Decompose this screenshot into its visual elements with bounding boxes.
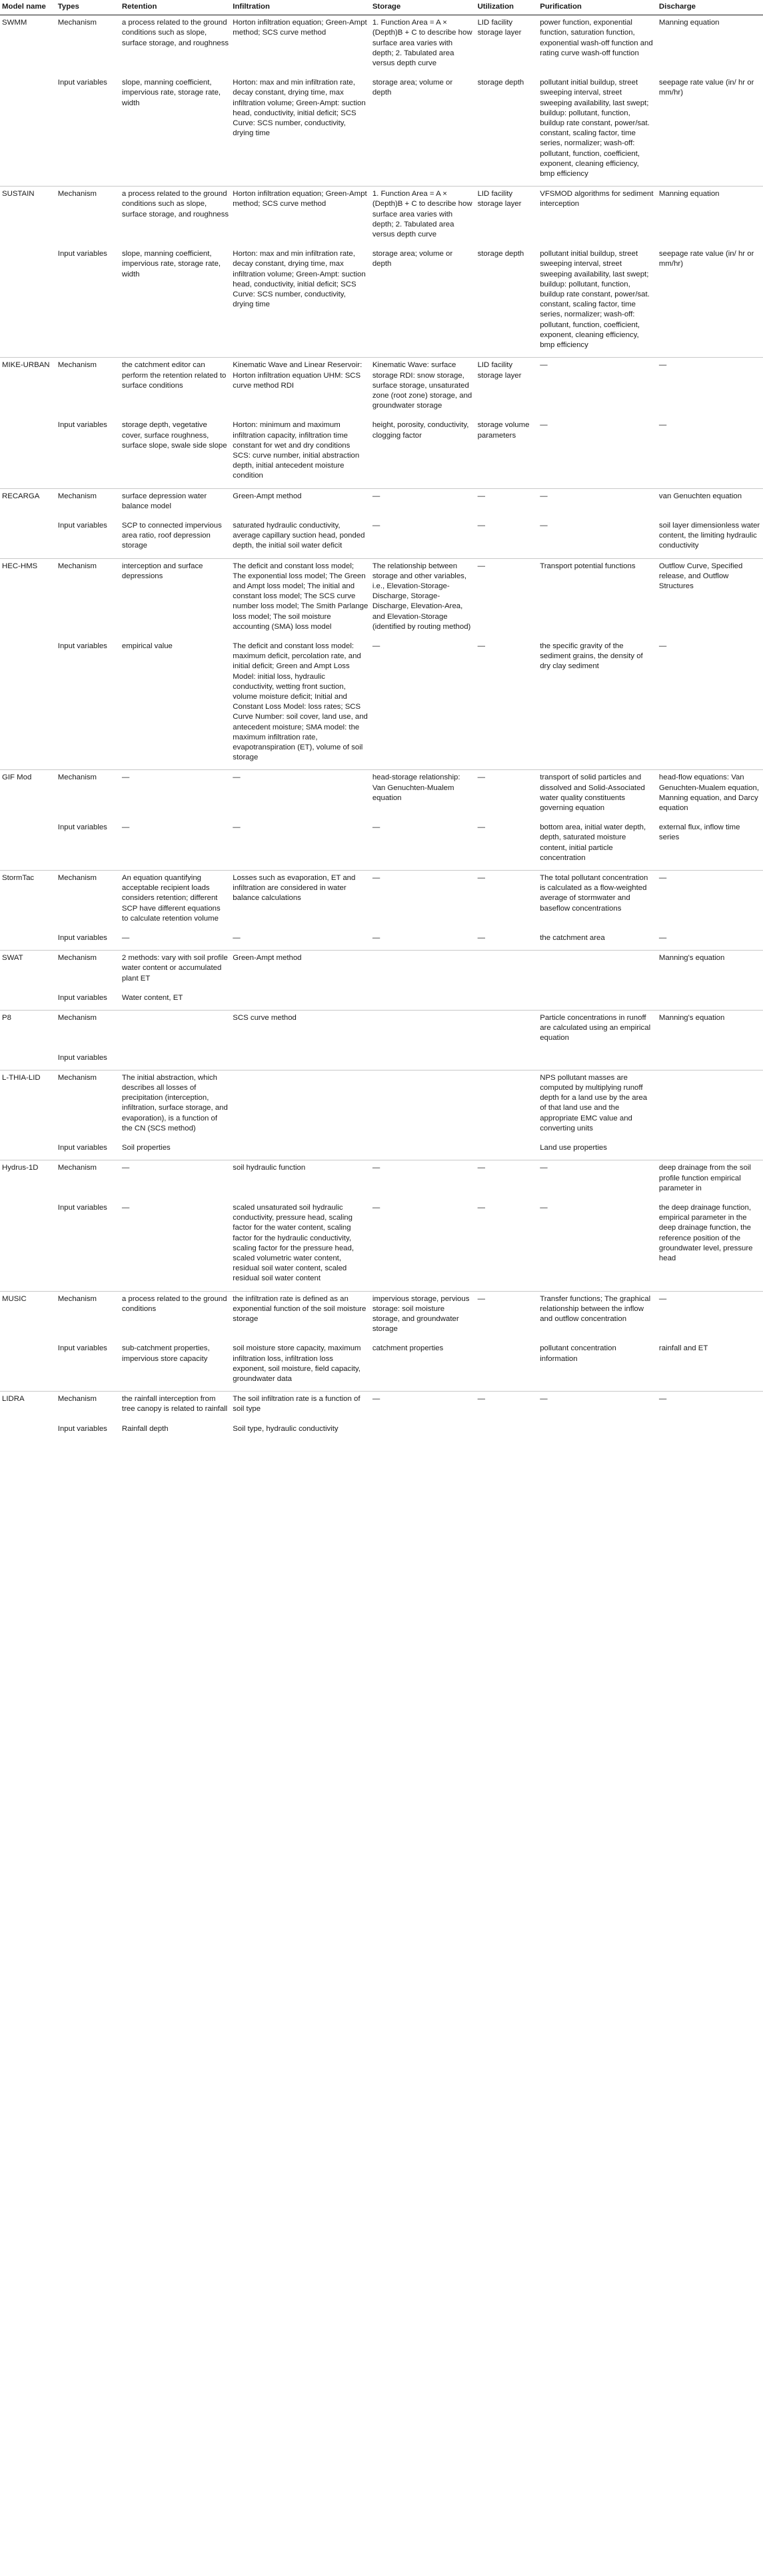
column-header: Types bbox=[56, 0, 120, 15]
cell-retention: 2 methods: vary with soil profile water content or accumulated plant ET bbox=[120, 951, 231, 991]
cell-model bbox=[0, 991, 56, 1011]
cell-infiltration: Soil type, hydraulic conductivity bbox=[233, 1424, 339, 1433]
table-row bbox=[0, 187, 763, 247]
cell-type: Input variables bbox=[57, 993, 107, 1002]
cell-model bbox=[0, 418, 56, 488]
column-header: Infiltration bbox=[231, 0, 371, 15]
table-row bbox=[0, 418, 763, 488]
cell-discharge: seepage rate value (in/ hr or mm/hr) bbox=[658, 250, 754, 268]
cell-infiltration: The deficit and constant loss model: maximum deficit, percolation rate, and initial deficit; Green and Ampt Loss Model: initial loss, hydraulic conductivity, wetting front suction, volume moisture deficit; Initial and Constant Loss Model: loss rates; SCS Curve Number: soil cover, land use, and antecedent moisture; SMA model: the maximum infiltration rate, evapotranspiration (ET), volume of soil storage bbox=[233, 642, 368, 762]
column-header: Storage bbox=[371, 0, 476, 15]
cell-infiltration: scaled unsaturated soil hydraulic conductivity, pressure head, scaling factor for the water content, scaling factor for the hydraulic conductivity, scaling factor for the pressure head, scaled volumetric water content, residual soil water content, scaled residual soil water content bbox=[233, 1203, 355, 1283]
cell-storage bbox=[371, 1051, 476, 1071]
table-row bbox=[0, 246, 763, 358]
cell-discharge: Manning's equation bbox=[657, 951, 763, 991]
cell-discharge bbox=[657, 991, 763, 1011]
cell-storage: 1. Function Area = A × (Depth)B + C to describe how surface area varies with depth; 2. Tabulated area versus depth curve bbox=[372, 19, 472, 68]
cell-discharge: seepage rate value (in/ hr or mm/hr) bbox=[658, 79, 754, 97]
cell-retention: the catchment editor can perform the retention related to surface conditions bbox=[120, 358, 231, 418]
cell-model bbox=[0, 1051, 56, 1071]
cell-retention: — bbox=[120, 1160, 231, 1200]
cell-type: Input variables bbox=[57, 1053, 107, 1062]
cell-storage bbox=[371, 1140, 476, 1160]
cell-purification: power function, exponential function, saturation function, exponential wash-off function and rating curve wash-off function bbox=[540, 19, 653, 57]
cell-type: Input variables bbox=[57, 1344, 107, 1353]
cell-purification: — bbox=[538, 1392, 657, 1422]
cell-discharge: — bbox=[658, 642, 667, 650]
cell-infiltration: saturated hydraulic conductivity, average capillary suction head, ponded depth, the initial soil water deficit bbox=[233, 521, 365, 550]
cell-storage: — bbox=[371, 488, 476, 518]
cell-utilization bbox=[476, 991, 538, 1011]
cell-type: Mechanism bbox=[56, 1291, 120, 1341]
table-row bbox=[0, 1140, 763, 1160]
cell-retention: — bbox=[121, 1203, 130, 1212]
cell-purification: the catchment area bbox=[540, 934, 605, 943]
cell-storage: — bbox=[372, 521, 381, 530]
cell-utilization: — bbox=[476, 871, 538, 931]
cell-type: Input variables bbox=[57, 1144, 107, 1152]
column-header: Utilization bbox=[476, 0, 538, 15]
cell-type: Input variables bbox=[57, 250, 107, 258]
table-row bbox=[0, 15, 763, 76]
table-row bbox=[0, 558, 763, 639]
cell-discharge: Outflow Curve, Specified release, and Outflow Structures bbox=[657, 558, 763, 639]
cell-retention: Soil properties bbox=[121, 1144, 171, 1152]
cell-storage: — bbox=[372, 934, 381, 943]
cell-utilization: storage depth bbox=[477, 250, 524, 258]
cell-purification: VFSMOD algorithms for sediment interception bbox=[538, 187, 657, 247]
table-row bbox=[0, 991, 763, 1011]
table-row bbox=[0, 1011, 763, 1051]
cell-retention: Rainfall depth bbox=[121, 1424, 169, 1433]
cell-purification: Particle concentrations in runoff are calculated using an empirical equation bbox=[538, 1011, 657, 1051]
cell-utilization: — bbox=[476, 558, 538, 639]
cell-infiltration bbox=[231, 1070, 371, 1140]
cell-type: Mechanism bbox=[56, 1070, 120, 1140]
cell-storage: storage area; volume or depth bbox=[372, 250, 453, 268]
cell-model: L-THIA-LID bbox=[0, 1070, 56, 1140]
cell-storage: — bbox=[372, 823, 381, 832]
cell-retention: Water content, ET bbox=[121, 993, 183, 1002]
cell-purification: Land use properties bbox=[540, 1144, 607, 1152]
cell-model bbox=[0, 246, 56, 358]
cell-utilization bbox=[476, 1070, 538, 1140]
table-row bbox=[0, 770, 763, 820]
cell-model: LIDRA bbox=[0, 1392, 56, 1422]
table-row bbox=[0, 1160, 763, 1200]
cell-utilization bbox=[476, 1341, 538, 1391]
column-header: Purification bbox=[538, 0, 657, 15]
cell-model: GIF Mod bbox=[0, 770, 56, 820]
cell-storage: — bbox=[371, 1392, 476, 1422]
cell-infiltration: Green-Ampt method bbox=[231, 488, 371, 518]
cell-purification: Transport potential functions bbox=[538, 558, 657, 639]
table-row bbox=[0, 820, 763, 870]
cell-infiltration: soil moisture store capacity, maximum infiltration loss, infiltration loss exponent, soil moisture, field capacity, groundwater data bbox=[233, 1344, 361, 1383]
cell-purification bbox=[538, 991, 657, 1011]
cell-type: Input variables bbox=[57, 823, 107, 832]
cell-discharge: head-flow equations: Van Genuchten-Mualem equation, Manning equation, and Darcy equation bbox=[657, 770, 763, 820]
cell-purification: pollutant initial buildup, street sweeping interval, street sweeping availability, last swept; buildup: pollutant, function, buildup rate constant, power/sat. constant, scaling factor, time series, normalizer; wash-off: pollutant, function, coefficient, exponent, cleaning efficiency, bmp efficiency bbox=[540, 79, 650, 179]
cell-utilization: — bbox=[476, 1392, 538, 1422]
cell-utilization: — bbox=[477, 521, 485, 530]
cell-retention: slope, manning coefficient, impervious rate, storage rate, width bbox=[121, 79, 221, 107]
table-row bbox=[0, 488, 763, 518]
cell-utilization bbox=[476, 1140, 538, 1160]
cell-discharge: deep drainage from the soil profile function empirical parameter in bbox=[657, 1160, 763, 1200]
cell-infiltration: soil hydraulic function bbox=[231, 1160, 371, 1200]
cell-type: Input variables bbox=[57, 521, 107, 530]
cell-type: Mechanism bbox=[56, 1011, 120, 1051]
cell-type: Mechanism bbox=[56, 1392, 120, 1422]
cell-discharge: — bbox=[657, 871, 763, 931]
cell-storage: — bbox=[371, 1160, 476, 1200]
table-row bbox=[0, 1051, 763, 1071]
cell-purification: — bbox=[538, 358, 657, 418]
table-row bbox=[0, 518, 763, 558]
cell-utilization: — bbox=[476, 1291, 538, 1341]
cell-discharge bbox=[657, 1051, 763, 1071]
cell-retention: An equation quantifying acceptable recipient loads considers retention; different SCP have different equations to calculate retention volume bbox=[120, 871, 231, 931]
cell-model: MUSIC bbox=[0, 1291, 56, 1341]
cell-utilization: — bbox=[477, 934, 485, 943]
cell-discharge: Manning's equation bbox=[657, 1011, 763, 1051]
cell-purification bbox=[538, 1051, 657, 1071]
cell-infiltration: The deficit and constant loss model; The exponential loss model; The Green and Ampt loss model; The initial and constant loss model; The SCS curve number loss model; The Smith Parlange loss model; The soil moisture accounting (SMA) loss model bbox=[231, 558, 371, 639]
cell-retention: The initial abstraction, which describes all losses of precipitation (interception, infiltration, surface storage, and evaporation), is a function of the CN (SCS method) bbox=[120, 1070, 231, 1140]
table-row bbox=[0, 358, 763, 418]
cell-purification bbox=[538, 951, 657, 991]
cell-model bbox=[0, 639, 56, 770]
table-row bbox=[0, 871, 763, 931]
table-row bbox=[0, 639, 763, 770]
cell-discharge: external flux, inflow time series bbox=[658, 823, 740, 842]
cell-model bbox=[0, 518, 56, 558]
cell-purification: — bbox=[538, 488, 657, 518]
cell-model: Hydrus-1D bbox=[0, 1160, 56, 1200]
table-row bbox=[0, 1200, 763, 1291]
cell-discharge: — bbox=[657, 358, 763, 418]
cell-storage: — bbox=[372, 642, 381, 650]
cell-retention: surface depression water balance model bbox=[120, 488, 231, 518]
cell-purification: — bbox=[540, 1203, 548, 1212]
cell-model: SWAT bbox=[0, 951, 56, 991]
cell-purification: — bbox=[540, 421, 548, 430]
cell-type: Input variables bbox=[57, 1203, 107, 1212]
cell-storage: — bbox=[371, 871, 476, 931]
cell-utilization bbox=[476, 1422, 538, 1441]
cell-utilization: LID facility storage layer bbox=[477, 19, 522, 37]
cell-storage: head-storage relationship: Van Genuchten-Mualem equation bbox=[371, 770, 476, 820]
cell-storage: catchment properties bbox=[372, 1344, 444, 1353]
cell-purification: Transfer functions; The graphical relationship between the inflow and outflow concentration bbox=[538, 1291, 657, 1341]
cell-infiltration: Horton infiltration equation; Green-Ampt method; SCS curve method bbox=[233, 19, 367, 37]
cell-model bbox=[0, 820, 56, 870]
cell-storage: storage area; volume or depth bbox=[372, 79, 453, 97]
table-row bbox=[0, 1070, 763, 1140]
table-row bbox=[0, 931, 763, 951]
cell-discharge: — bbox=[657, 1392, 763, 1422]
cell-infiltration bbox=[231, 1140, 371, 1160]
cell-infiltration: Horton: max and min infiltration rate, decay constant, drying time, max infiltration volume; Green-Ampt: suction head, conductivity, initial deficit; SCS Curve: SCS number, conductivity, drying time bbox=[233, 79, 366, 138]
cell-infiltration bbox=[231, 1051, 371, 1071]
cell-utilization: — bbox=[476, 488, 538, 518]
cell-infiltration: Horton infiltration equation; Green-Ampt method; SCS curve method bbox=[231, 187, 371, 247]
cell-type: Mechanism bbox=[56, 187, 120, 247]
cell-utilization: — bbox=[477, 823, 485, 832]
cell-utilization: LID facility storage layer bbox=[476, 358, 538, 418]
cell-infiltration: Green-Ampt method bbox=[231, 951, 371, 991]
cell-retention: — bbox=[120, 770, 231, 820]
cell-discharge bbox=[657, 1140, 763, 1160]
table-row bbox=[0, 75, 763, 187]
cell-utilization bbox=[476, 1011, 538, 1051]
cell-infiltration: the infiltration rate is defined as an exponential function of the soil moisture storage bbox=[231, 1291, 371, 1341]
cell-type: Mechanism bbox=[56, 488, 120, 518]
cell-model bbox=[0, 1200, 56, 1291]
cell-storage: impervious storage, pervious storage: soil moisture storage, and groundwater storage bbox=[371, 1291, 476, 1341]
cell-retention bbox=[120, 1011, 231, 1051]
cell-type: Mechanism bbox=[56, 1160, 120, 1200]
table-row bbox=[0, 1291, 763, 1341]
cell-type: Mechanism bbox=[56, 871, 120, 931]
cell-model bbox=[0, 1341, 56, 1391]
cell-retention: empirical value bbox=[121, 642, 173, 650]
cell-model: HEC-HMS bbox=[0, 558, 56, 639]
cell-model bbox=[0, 75, 56, 187]
cell-retention: slope, manning coefficient, impervious rate, storage rate, width bbox=[121, 250, 221, 278]
cell-infiltration bbox=[231, 991, 371, 1011]
cell-utilization: — bbox=[477, 642, 485, 650]
cell-model bbox=[0, 1140, 56, 1160]
cell-infiltration: Horton: minimum and maximum infiltration capacity, infiltration time constant for wet and dry conditions SCS: curve number, initial abstraction depth, initial antecedent moisture condition bbox=[233, 421, 360, 480]
cell-purification: the specific gravity of the sediment grains, the density of dry clay sediment bbox=[540, 642, 643, 671]
cell-retention: the rainfall interception from tree canopy is related to rainfall bbox=[120, 1392, 231, 1422]
cell-type: Mechanism bbox=[56, 358, 120, 418]
cell-model: MIKE-URBAN bbox=[0, 358, 56, 418]
cell-infiltration: — bbox=[231, 770, 371, 820]
cell-storage bbox=[371, 1422, 476, 1441]
column-header: Model name bbox=[0, 0, 56, 15]
cell-discharge: — bbox=[657, 1291, 763, 1341]
cell-storage: The relationship between storage and other variables, i.e., Elevation-Storage-Discharge, Storage-Discharge, Elevation-Area, and Elevation-Storage (identified by routing method) bbox=[371, 558, 476, 639]
cell-type: Input variables bbox=[57, 79, 107, 87]
cell-retention: a process related to the ground conditions bbox=[120, 1291, 231, 1341]
cell-discharge: soil layer dimensionless water content, the limiting hydraulic conductivity bbox=[658, 521, 760, 550]
cell-discharge bbox=[657, 1070, 763, 1140]
cell-type: Mechanism bbox=[56, 558, 120, 639]
cell-discharge: — bbox=[658, 421, 667, 430]
cell-infiltration: Horton: max and min infiltration rate, decay constant, drying time, max infiltration volume; Green-Ampt: suction head, conductivity, initial deficit; SCS Curve: SCS number, conductivity, drying time bbox=[233, 250, 366, 309]
cell-purification: transport of solid particles and dissolved and Solid-Associated water quality constituents governing equation bbox=[538, 770, 657, 820]
cell-type: Input variables bbox=[57, 934, 107, 943]
cell-infiltration: Kinematic Wave and Linear Reservoir: Horton infiltration equation UHM: SCS curve method RDI bbox=[231, 358, 371, 418]
cell-retention: interception and surface depressions bbox=[120, 558, 231, 639]
cell-infiltration: — bbox=[233, 823, 241, 832]
cell-utilization: storage depth bbox=[477, 79, 524, 87]
cell-storage: 1. Function Area = A × (Depth)B + C to describe how surface area varies with depth; 2. Tabulated area versus depth curve bbox=[371, 187, 476, 247]
cell-storage bbox=[371, 991, 476, 1011]
cell-model: RECARGA bbox=[0, 488, 56, 518]
cell-type: Mechanism bbox=[56, 770, 120, 820]
cell-retention: a process related to the ground conditions such as slope, surface storage, and roughness bbox=[121, 19, 229, 47]
cell-infiltration: SCS curve method bbox=[231, 1011, 371, 1051]
cell-infiltration: The soil infiltration rate is a function of soil type bbox=[231, 1392, 371, 1422]
cell-retention: SCP to connected impervious area ratio, roof depression storage bbox=[121, 521, 222, 550]
cell-purification: pollutant concentration information bbox=[540, 1344, 616, 1363]
cell-discharge: — bbox=[658, 934, 667, 943]
cell-model: P8 bbox=[0, 1011, 56, 1051]
table-header-row bbox=[0, 0, 763, 15]
cell-retention bbox=[120, 1051, 231, 1071]
cell-utilization: — bbox=[476, 1160, 538, 1200]
column-header: Retention bbox=[120, 0, 231, 15]
cell-discharge: the deep drainage function, empirical parameter in the deep drainage function, the reference position of the groundwater level, pressure head bbox=[658, 1203, 753, 1262]
cell-purification: NPS pollutant masses are computed by multiplying runoff depth for a land use by the area of that land use and the appropriate EMC value and converting units bbox=[538, 1070, 657, 1140]
cell-purification: The total pollutant concentration is calculated as a flow-weighted average of stormwater and baseflow concentrations bbox=[538, 871, 657, 931]
cell-retention: — bbox=[121, 823, 130, 832]
cell-model: SUSTAIN bbox=[0, 187, 56, 247]
cell-utilization bbox=[476, 1051, 538, 1071]
table-row bbox=[0, 951, 763, 991]
cell-storage bbox=[371, 1011, 476, 1051]
cell-discharge bbox=[657, 1422, 763, 1441]
cell-retention: sub-catchment properties, impervious store capacity bbox=[121, 1344, 210, 1363]
cell-retention: — bbox=[121, 934, 130, 943]
cell-infiltration: Losses such as evaporation, ET and infiltration are considered in water balance calculations bbox=[231, 871, 371, 931]
cell-purification: — bbox=[540, 521, 548, 530]
cell-storage: Kinematic Wave: surface storage RDI: snow storage, surface storage, unsaturated zone (root zone) storage, and groundwater storage bbox=[371, 358, 476, 418]
cell-utilization: storage volume parameters bbox=[477, 421, 530, 440]
cell-type: Input variables bbox=[57, 421, 107, 430]
cell-type: Input variables bbox=[57, 1424, 107, 1433]
cell-utilization bbox=[476, 951, 538, 991]
cell-model bbox=[0, 931, 56, 951]
cell-discharge: van Genuchten equation bbox=[657, 488, 763, 518]
cell-retention: storage depth, vegetative cover, surface roughness, surface slope, swale side slope bbox=[121, 421, 227, 450]
table-body bbox=[0, 15, 763, 1441]
cell-utilization: — bbox=[476, 770, 538, 820]
cell-type: Mechanism bbox=[56, 951, 120, 991]
cell-type: Mechanism bbox=[57, 19, 97, 27]
cell-purification: pollutant initial buildup, street sweeping interval, street sweeping availability, last swept; buildup: pollutant, function, buildup rate constant, power/sat. constant, scaling factor, time series, normalizer; wash-off: pollutant, function, coefficient, exponent, cleaning efficiency, bmp efficiency bbox=[540, 250, 650, 350]
table-row bbox=[0, 1341, 763, 1391]
cell-discharge: Manning equation bbox=[657, 187, 763, 247]
cell-storage bbox=[371, 951, 476, 991]
cell-discharge: rainfall and ET bbox=[658, 1344, 708, 1353]
cell-utilization: — bbox=[477, 1203, 485, 1212]
cell-utilization: LID facility storage layer bbox=[476, 187, 538, 247]
cell-model bbox=[0, 1422, 56, 1441]
cell-model: SWMM bbox=[2, 19, 27, 27]
cell-purification: — bbox=[538, 1160, 657, 1200]
cell-purification bbox=[538, 1422, 657, 1441]
cell-discharge: Manning equation bbox=[658, 19, 720, 27]
cell-retention: a process related to the ground conditions such as slope, surface storage, and roughness bbox=[120, 187, 231, 247]
cell-storage: height, porosity, conductivity, clogging factor bbox=[372, 421, 469, 440]
cell-type: Input variables bbox=[57, 642, 107, 650]
table-row bbox=[0, 1422, 763, 1441]
cell-infiltration: — bbox=[233, 934, 241, 943]
cell-storage: — bbox=[372, 1203, 381, 1212]
cell-purification: bottom area, initial water depth, depth, saturated moisture content, initial particle concentration bbox=[540, 823, 646, 862]
table-row bbox=[0, 1392, 763, 1422]
cell-model: StormTac bbox=[0, 871, 56, 931]
column-header: Discharge bbox=[657, 0, 763, 15]
cell-storage bbox=[371, 1070, 476, 1140]
